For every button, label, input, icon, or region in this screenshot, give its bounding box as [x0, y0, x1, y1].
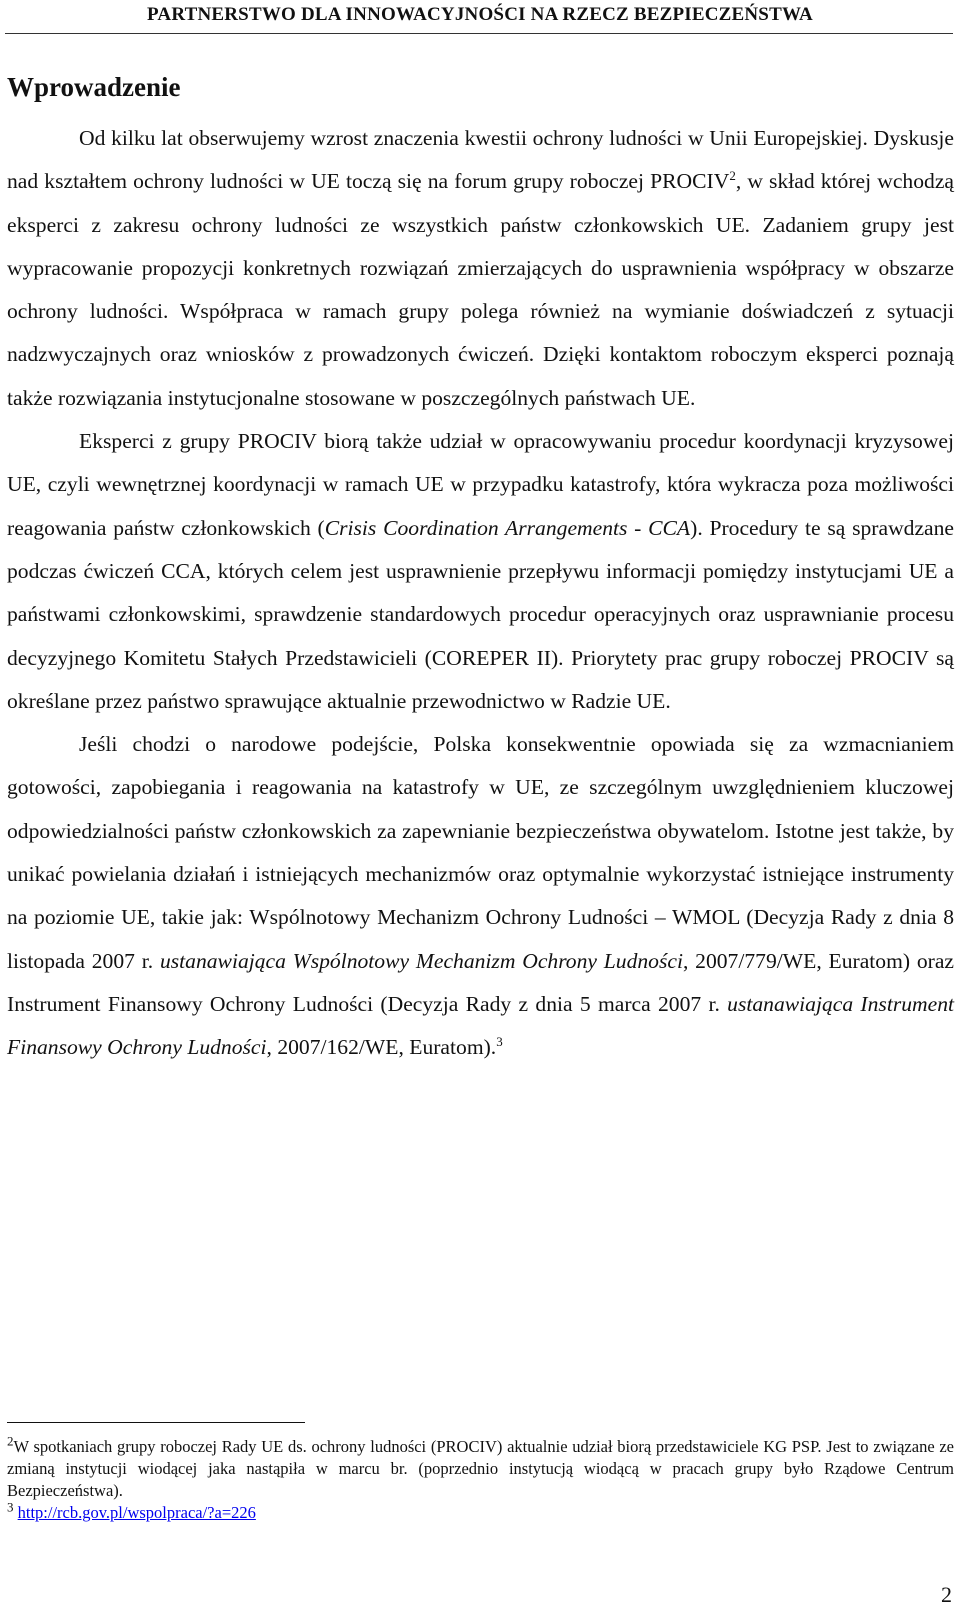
section-title: Wprowadzenie	[7, 72, 181, 102]
paragraph-1	[7, 117, 954, 420]
footnote-ref-2[interactable]: 2	[729, 168, 736, 184]
running-header: PARTNERSTWO DLA INNOWACYJNOŚCI NA RZECZ BEZPIECZEŃSTWA	[147, 4, 813, 25]
paragraph-3-text-b: , 2007/779/WE, Euratom) oraz Instrument Finansowy Ochrony Ludności (Decyzja Rady z dnia 5 marca 2007 r.	[7, 948, 955, 1016]
paragraph-3	[7, 723, 954, 1069]
footnote-2	[7, 1433, 954, 1502]
header-rule	[5, 33, 953, 34]
paragraph-3-italic-2: ustanawiająca Instrument Finansowy Ochrony Ludności	[7, 991, 954, 1060]
paragraph-2-text-b: ). Procedury te są sprawdzane podczas ćwiczeń CCA, których celem jest usprawnienie przepływu informacji pomiędzy instytucjami UE a państwami członkowskimi, sprawdzenie standardowych procedur operacyjnych oraz usprawnianie procesu decyzyjnego Komitetu Stałych Przedstawicieli (COREPER II). Priorytety prac grupy roboczej PROCIV są określane przez państwo sprawujące aktualnie przewodnictwo w Radzie UE.	[7, 515, 955, 713]
footnote-3	[7, 1499, 954, 1524]
footnote-3-marker: 3	[7, 1499, 14, 1515]
paragraph-1-text-a: Od kilku lat obserwujemy wzrost znaczenia kwestii ochrony ludności w Unii Europejskiej. Dyskusje nad kształtem ochrony ludności w UE toczą się na forum grupy roboczej PROCIV	[7, 126, 954, 194]
paragraph-2-italic: Crisis Coordination Arrangements - CCA	[324, 515, 691, 540]
footnote-2-marker: 2	[7, 1433, 14, 1449]
footnotes	[7, 1433, 954, 1524]
footnote-2-text: W spotkaniach grupy roboczej Rady UE ds. ochrony ludności (PROCIV) aktualnie udział biorą przedstawiciele KG PSP. Jest to związane ze zmianą instytucji wiodącej jaka nastąpiła w marcu br. (poprzednio instytucją wiodącą w pracach grupy było Rządowe Centrum Bezpieczeństwa).	[7, 1437, 954, 1500]
paragraph-3-text-a: Jeśli chodzi o narodowe podejście, Polska konsekwentnie opowiada się za wzmacnianiem gotowości, zapobiegania i reagowania na katastrofy w UE, ze szczególnym uwzględnieniem kluczowej odpowiedzialności państw członkowskich za zapewnianie bezpieczeństwa obywatelom. Istotne jest także, by unikać powielania działań i istniejących mechanizmów oraz optymalnie wykorzystać istniejące instrumenty na poziomie UE, takie jak: Wspólnotowy Mechanizm Ochrony Ludności – WMOL (Decyzja Rady z dnia 8 listopada 2007 r.	[7, 732, 954, 973]
paragraph-2-text-a: Eksperci z grupy PROCIV biorą także udział w opracowywaniu procedur koordynacji kryzysowej UE, czyli wewnętrznej koordynacji w ramach UE w przypadku katastrofy, która wykracza poza możliwości reagowania państw członkowskich (	[7, 429, 954, 540]
paragraph-3-italic-1: ustanawiająca Wspólnotowy Mechanizm Ochrony Ludności	[159, 948, 683, 973]
paragraph-1-text-b: , w skład której wchodzą eksperci z zakresu ochrony ludności ze wszystkich państw członkowskich UE. Zadaniem grupy jest wypracowanie propozycji konkretnych rozwiązań zmierzających do usprawnienia współpracy w obszarze ochrony ludności. Współpraca w ramach grupy polega również na wymianie doświadczeń z sytuacji nadzwyczajnych oraz wniosków z prowadzonych ćwiczeń. Dzięki kontaktom roboczym eksperci poznają także rozwiązania instytucjonalne stosowane w poszczególnych państwach UE.	[7, 169, 954, 410]
page-number: 2	[941, 1582, 952, 1607]
footnote-ref-3[interactable]: 3	[496, 1034, 503, 1050]
paragraph-2	[7, 420, 954, 723]
body-text	[7, 117, 954, 1070]
paragraph-3-text-c: , 2007/162/WE, Euratom).	[266, 1035, 497, 1060]
footnote-separator	[7, 1422, 305, 1423]
footnote-3-link[interactable]: http://rcb.gov.pl/wspolpraca/?a=226	[17, 1503, 256, 1522]
